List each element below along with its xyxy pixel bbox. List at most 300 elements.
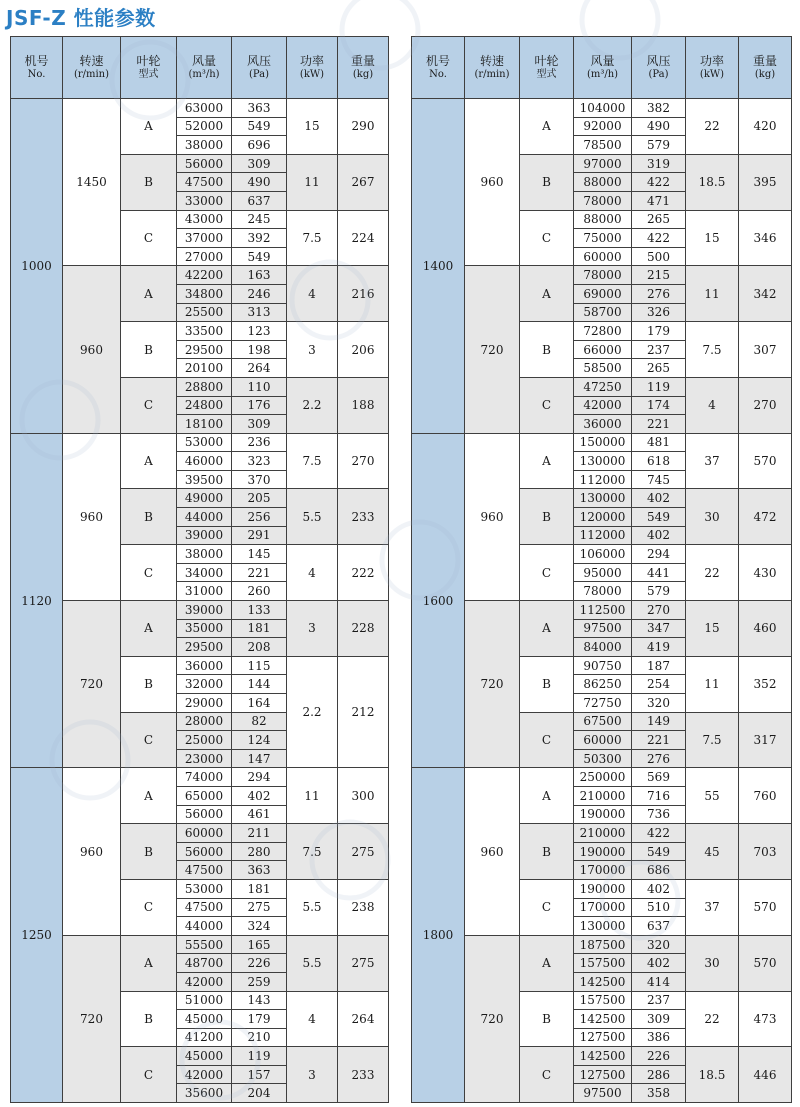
airflow-cell: 43000 <box>177 210 232 229</box>
table-row <box>412 768 792 787</box>
pressure-cell: 549 <box>632 508 686 527</box>
pressure-cell: 176 <box>232 396 287 415</box>
airflow-cell: 38000 <box>177 545 232 564</box>
weight-cell: 224 <box>338 210 389 266</box>
table-row <box>11 601 389 620</box>
power-cell: 30 <box>686 935 739 991</box>
airflow-cell: 56000 <box>177 805 232 824</box>
power-cell: 30 <box>686 489 739 545</box>
impeller-type-cell: C <box>121 1047 177 1103</box>
pressure-cell: 471 <box>632 191 686 210</box>
airflow-cell: 25000 <box>177 731 232 750</box>
airflow-cell: 95000 <box>574 563 632 582</box>
pressure-cell: 208 <box>232 638 287 657</box>
impeller-type-cell: B <box>121 489 177 545</box>
airflow-cell: 210000 <box>574 786 632 805</box>
airflow-cell: 78000 <box>574 191 632 210</box>
power-cell: 11 <box>686 656 739 712</box>
impeller-type-cell: C <box>121 377 177 433</box>
pressure-cell: 198 <box>232 340 287 359</box>
airflow-cell: 41200 <box>177 1028 232 1047</box>
pressure-cell: 110 <box>232 377 287 396</box>
pressure-cell: 637 <box>232 191 287 210</box>
pressure-cell: 402 <box>632 526 686 545</box>
airflow-cell: 53000 <box>177 879 232 898</box>
airflow-cell: 55500 <box>177 935 232 954</box>
airflow-cell: 170000 <box>574 861 632 880</box>
pressure-cell: 294 <box>632 545 686 564</box>
airflow-cell: 97500 <box>574 619 632 638</box>
power-cell: 18.5 <box>686 154 739 210</box>
pressure-cell: 205 <box>232 489 287 508</box>
power-cell: 18.5 <box>686 1047 739 1103</box>
column-header-label: 机号 <box>425 53 450 68</box>
weight-cell: 352 <box>739 656 792 712</box>
speed-cell: 960 <box>465 768 520 935</box>
airflow-cell: 35600 <box>177 1084 232 1103</box>
impeller-type-cell: C <box>121 545 177 601</box>
model-number-cell: 1120 <box>11 433 63 768</box>
pressure-cell: 414 <box>632 972 686 991</box>
weight-cell: 460 <box>739 601 792 657</box>
pressure-cell: 133 <box>232 601 287 620</box>
impeller-type-cell: C <box>121 712 177 768</box>
weight-cell: 570 <box>739 879 792 935</box>
speed-cell: 960 <box>465 99 520 266</box>
performance-table-right <box>411 36 792 1103</box>
airflow-cell: 106000 <box>574 545 632 564</box>
column-header-unit: (r/min) <box>73 68 110 80</box>
pressure-cell: 174 <box>632 396 686 415</box>
column-header-unit: (kW) <box>299 68 325 80</box>
model-number-cell: 1000 <box>11 99 63 434</box>
airflow-cell: 75000 <box>574 229 632 248</box>
pressure-cell: 363 <box>232 861 287 880</box>
table-row <box>412 266 792 285</box>
column-header-label: 风量 <box>191 53 216 68</box>
impeller-type-cell: A <box>520 433 574 489</box>
pressure-cell: 210 <box>232 1028 287 1047</box>
weight-cell: 216 <box>338 266 389 322</box>
power-cell: 11 <box>686 266 739 322</box>
airflow-cell: 250000 <box>574 768 632 787</box>
speed-cell: 720 <box>465 601 520 768</box>
power-cell: 15 <box>287 99 338 155</box>
weight-cell: 570 <box>739 433 792 489</box>
airflow-cell: 36000 <box>177 656 232 675</box>
column-header <box>520 37 574 99</box>
column-header-unit: 型式 <box>138 68 159 80</box>
power-cell: 3 <box>287 1047 338 1103</box>
pressure-cell: 291 <box>232 526 287 545</box>
pressure-cell: 309 <box>232 154 287 173</box>
table-row <box>11 99 389 118</box>
weight-cell: 270 <box>739 377 792 433</box>
pressure-cell: 221 <box>632 415 686 434</box>
pressure-cell: 179 <box>632 322 686 341</box>
airflow-cell: 92000 <box>574 117 632 136</box>
airflow-cell: 44000 <box>177 917 232 936</box>
pressure-cell: 392 <box>232 229 287 248</box>
pressure-cell: 165 <box>232 935 287 954</box>
pressure-cell: 237 <box>632 340 686 359</box>
power-cell: 3 <box>287 322 338 378</box>
table-row <box>11 266 389 285</box>
impeller-type-cell: A <box>121 266 177 322</box>
column-header <box>121 37 177 99</box>
pressure-cell: 490 <box>632 117 686 136</box>
model-number-cell: 1600 <box>412 433 465 768</box>
weight-cell: 188 <box>338 377 389 433</box>
pressure-cell: 618 <box>632 452 686 471</box>
airflow-cell: 42200 <box>177 266 232 285</box>
pressure-cell: 510 <box>632 898 686 917</box>
pressure-cell: 276 <box>632 284 686 303</box>
weight-cell: 267 <box>338 154 389 210</box>
weight-cell: 212 <box>338 656 389 768</box>
pressure-cell: 124 <box>232 731 287 750</box>
weight-cell: 233 <box>338 1047 389 1103</box>
pressure-cell: 419 <box>632 638 686 657</box>
power-cell: 3 <box>287 601 338 657</box>
column-header <box>465 37 520 99</box>
column-header-unit: (Pa) <box>248 68 270 80</box>
pressure-cell: 320 <box>632 694 686 713</box>
weight-cell: 228 <box>338 601 389 657</box>
pressure-cell: 370 <box>232 470 287 489</box>
airflow-cell: 142500 <box>574 972 632 991</box>
pressure-cell: 309 <box>232 415 287 434</box>
weight-cell: 446 <box>739 1047 792 1103</box>
airflow-cell: 24800 <box>177 396 232 415</box>
power-cell: 2.2 <box>287 377 338 433</box>
impeller-type-cell: C <box>121 210 177 266</box>
airflow-cell: 33000 <box>177 191 232 210</box>
power-cell: 4 <box>287 545 338 601</box>
column-header-unit: No. <box>27 68 46 80</box>
pressure-cell: 149 <box>632 712 686 731</box>
column-header-unit: 型式 <box>536 68 557 80</box>
airflow-cell: 44000 <box>177 508 232 527</box>
impeller-type-cell: A <box>121 601 177 657</box>
impeller-type-cell: A <box>520 99 574 155</box>
pressure-cell: 309 <box>632 1010 686 1029</box>
impeller-type-cell: A <box>121 768 177 824</box>
pressure-cell: 569 <box>632 768 686 787</box>
airflow-cell: 190000 <box>574 842 632 861</box>
weight-cell: 222 <box>338 545 389 601</box>
impeller-type-cell: B <box>520 824 574 880</box>
airflow-cell: 46000 <box>177 452 232 471</box>
airflow-cell: 112000 <box>574 526 632 545</box>
pressure-cell: 237 <box>632 991 686 1010</box>
column-header-label: 风压 <box>646 53 671 68</box>
impeller-type-cell: C <box>520 545 574 601</box>
airflow-cell: 36000 <box>574 415 632 434</box>
airflow-cell: 29000 <box>177 694 232 713</box>
airflow-cell: 78000 <box>574 266 632 285</box>
weight-cell: 703 <box>739 824 792 880</box>
impeller-type-cell: C <box>520 879 574 935</box>
impeller-type-cell: B <box>520 154 574 210</box>
airflow-cell: 65000 <box>177 786 232 805</box>
column-header-unit: (kg) <box>754 68 776 80</box>
weight-cell: 238 <box>338 879 389 935</box>
airflow-cell: 39000 <box>177 526 232 545</box>
weight-cell: 395 <box>739 154 792 210</box>
pressure-cell: 686 <box>632 861 686 880</box>
weight-cell: 473 <box>739 991 792 1047</box>
impeller-type-cell: B <box>121 824 177 880</box>
column-header <box>287 37 338 99</box>
pressure-cell: 549 <box>632 842 686 861</box>
pressure-cell: 211 <box>232 824 287 843</box>
airflow-cell: 33500 <box>177 322 232 341</box>
airflow-cell: 34800 <box>177 284 232 303</box>
column-header-label: 风量 <box>590 53 615 68</box>
impeller-type-cell: B <box>121 991 177 1047</box>
pressure-cell: 402 <box>232 786 287 805</box>
page-title: JSF-Z 性能参数 <box>6 6 156 30</box>
impeller-type-cell: B <box>520 489 574 545</box>
pressure-cell: 181 <box>232 879 287 898</box>
pressure-cell: 246 <box>232 284 287 303</box>
pressure-cell: 716 <box>632 786 686 805</box>
pressure-cell: 324 <box>232 917 287 936</box>
weight-cell: 430 <box>739 545 792 601</box>
pressure-cell: 696 <box>232 136 287 155</box>
speed-cell: 960 <box>63 433 121 600</box>
pressure-cell: 265 <box>632 359 686 378</box>
airflow-cell: 157500 <box>574 991 632 1010</box>
impeller-type-cell: B <box>520 322 574 378</box>
power-cell: 45 <box>686 824 739 880</box>
power-cell: 7.5 <box>287 433 338 489</box>
weight-cell: 420 <box>739 99 792 155</box>
pressure-cell: 270 <box>632 601 686 620</box>
column-header-unit: (m³/h) <box>188 68 220 80</box>
pressure-cell: 115 <box>232 656 287 675</box>
pressure-cell: 286 <box>632 1065 686 1084</box>
pressure-cell: 179 <box>232 1010 287 1029</box>
column-header <box>177 37 232 99</box>
impeller-type-cell: A <box>520 768 574 824</box>
pressure-cell: 386 <box>632 1028 686 1047</box>
airflow-cell: 112000 <box>574 470 632 489</box>
column-header <box>574 37 632 99</box>
performance-table-left <box>10 36 389 1103</box>
airflow-cell: 52000 <box>177 117 232 136</box>
column-header-label: 风压 <box>246 53 271 68</box>
speed-cell: 960 <box>63 266 121 433</box>
impeller-type-cell: C <box>520 377 574 433</box>
weight-cell: 317 <box>739 712 792 768</box>
column-header-unit: (m³/h) <box>586 68 619 80</box>
pressure-cell: 82 <box>232 712 287 731</box>
power-cell: 5.5 <box>287 935 338 991</box>
airflow-cell: 66000 <box>574 340 632 359</box>
airflow-cell: 190000 <box>574 805 632 824</box>
pressure-cell: 579 <box>632 136 686 155</box>
pressure-cell: 260 <box>232 582 287 601</box>
airflow-cell: 74000 <box>177 768 232 787</box>
power-cell: 5.5 <box>287 489 338 545</box>
pressure-cell: 280 <box>232 842 287 861</box>
pressure-cell: 164 <box>232 694 287 713</box>
airflow-cell: 25500 <box>177 303 232 322</box>
airflow-cell: 157500 <box>574 954 632 973</box>
pressure-cell: 144 <box>232 675 287 694</box>
pressure-cell: 294 <box>232 768 287 787</box>
pressure-cell: 461 <box>232 805 287 824</box>
pressure-cell: 276 <box>632 749 686 768</box>
power-cell: 55 <box>686 768 739 824</box>
airflow-cell: 50300 <box>574 749 632 768</box>
impeller-type-cell: A <box>121 99 177 155</box>
airflow-cell: 84000 <box>574 638 632 657</box>
pressure-cell: 245 <box>232 210 287 229</box>
airflow-cell: 56000 <box>177 842 232 861</box>
airflow-cell: 28000 <box>177 712 232 731</box>
airflow-cell: 58500 <box>574 359 632 378</box>
table-row <box>412 935 792 954</box>
airflow-cell: 37000 <box>177 229 232 248</box>
airflow-cell: 88000 <box>574 210 632 229</box>
weight-cell: 270 <box>338 433 389 489</box>
airflow-cell: 63000 <box>177 99 232 118</box>
column-header-unit: (kW) <box>699 68 725 80</box>
airflow-cell: 60000 <box>574 731 632 750</box>
power-cell: 11 <box>287 154 338 210</box>
column-header-unit: (Pa) <box>648 68 669 80</box>
power-cell: 5.5 <box>287 879 338 935</box>
column-header-label: 转速 <box>79 53 104 68</box>
pressure-cell: 402 <box>632 879 686 898</box>
airflow-cell: 78500 <box>574 136 632 155</box>
power-cell: 15 <box>686 601 739 657</box>
impeller-type-cell: B <box>121 322 177 378</box>
pressure-cell: 320 <box>632 935 686 954</box>
pressure-cell: 323 <box>232 452 287 471</box>
airflow-cell: 187500 <box>574 935 632 954</box>
power-cell: 7.5 <box>287 210 338 266</box>
airflow-cell: 104000 <box>574 99 632 118</box>
power-cell: 22 <box>686 545 739 601</box>
pressure-cell: 363 <box>232 99 287 118</box>
airflow-cell: 190000 <box>574 879 632 898</box>
pressure-cell: 549 <box>232 117 287 136</box>
table-row <box>11 935 389 954</box>
airflow-cell: 48700 <box>177 954 232 973</box>
pressure-cell: 637 <box>632 917 686 936</box>
impeller-type-cell: B <box>520 656 574 712</box>
pressure-cell: 422 <box>632 173 686 192</box>
airflow-cell: 47500 <box>177 898 232 917</box>
weight-cell: 264 <box>338 991 389 1047</box>
airflow-cell: 130000 <box>574 452 632 471</box>
speed-cell: 960 <box>63 768 121 935</box>
airflow-cell: 130000 <box>574 489 632 508</box>
column-header-label: 叶轮 <box>534 53 559 68</box>
airflow-cell: 97000 <box>574 154 632 173</box>
pressure-cell: 119 <box>232 1047 287 1066</box>
airflow-cell: 72800 <box>574 322 632 341</box>
model-number-cell: 1400 <box>412 99 465 434</box>
airflow-cell: 42000 <box>574 396 632 415</box>
pressure-cell: 500 <box>632 247 686 266</box>
power-cell: 37 <box>686 433 739 489</box>
airflow-cell: 170000 <box>574 898 632 917</box>
airflow-cell: 51000 <box>177 991 232 1010</box>
pressure-cell: 579 <box>632 582 686 601</box>
impeller-type-cell: A <box>121 433 177 489</box>
airflow-cell: 28800 <box>177 377 232 396</box>
weight-cell: 275 <box>338 824 389 880</box>
airflow-cell: 49000 <box>177 489 232 508</box>
weight-cell: 472 <box>739 489 792 545</box>
power-cell: 2.2 <box>287 656 338 768</box>
impeller-type-cell: B <box>520 991 574 1047</box>
airflow-cell: 34000 <box>177 563 232 582</box>
airflow-cell: 45000 <box>177 1047 232 1066</box>
column-header <box>338 37 389 99</box>
speed-cell: 1450 <box>63 99 121 266</box>
airflow-cell: 58700 <box>574 303 632 322</box>
airflow-cell: 142500 <box>574 1010 632 1029</box>
column-header-label: 功率 <box>299 53 324 68</box>
column-header-unit: No. <box>429 68 447 80</box>
pressure-cell: 441 <box>632 563 686 582</box>
pressure-cell: 147 <box>232 749 287 768</box>
airflow-cell: 32000 <box>177 675 232 694</box>
table-header-row <box>11 37 389 99</box>
impeller-type-cell: A <box>520 935 574 991</box>
column-header <box>63 37 121 99</box>
airflow-cell: 112500 <box>574 601 632 620</box>
pressure-cell: 358 <box>632 1084 686 1103</box>
weight-cell: 307 <box>739 322 792 378</box>
impeller-type-cell: A <box>121 935 177 991</box>
airflow-cell: 130000 <box>574 917 632 936</box>
power-cell: 4 <box>686 377 739 433</box>
airflow-cell: 88000 <box>574 173 632 192</box>
airflow-cell: 20100 <box>177 359 232 378</box>
pressure-cell: 313 <box>232 303 287 322</box>
weight-cell: 342 <box>739 266 792 322</box>
column-header <box>232 37 287 99</box>
pressure-cell: 226 <box>232 954 287 973</box>
table-row <box>11 768 389 787</box>
impeller-type-cell: C <box>520 712 574 768</box>
airflow-cell: 210000 <box>574 824 632 843</box>
impeller-type-cell: A <box>520 601 574 657</box>
pressure-cell: 226 <box>632 1047 686 1066</box>
pressure-cell: 119 <box>632 377 686 396</box>
weight-cell: 290 <box>338 99 389 155</box>
impeller-type-cell: B <box>121 656 177 712</box>
weight-cell: 346 <box>739 210 792 266</box>
table-row <box>11 433 389 452</box>
speed-cell: 720 <box>63 601 121 768</box>
pressure-cell: 481 <box>632 433 686 452</box>
column-header <box>686 37 739 99</box>
pressure-cell: 254 <box>632 675 686 694</box>
column-header-label: 功率 <box>699 53 724 68</box>
pressure-cell: 264 <box>232 359 287 378</box>
table-header-row <box>412 37 792 99</box>
column-header <box>412 37 465 99</box>
pressure-cell: 347 <box>632 619 686 638</box>
